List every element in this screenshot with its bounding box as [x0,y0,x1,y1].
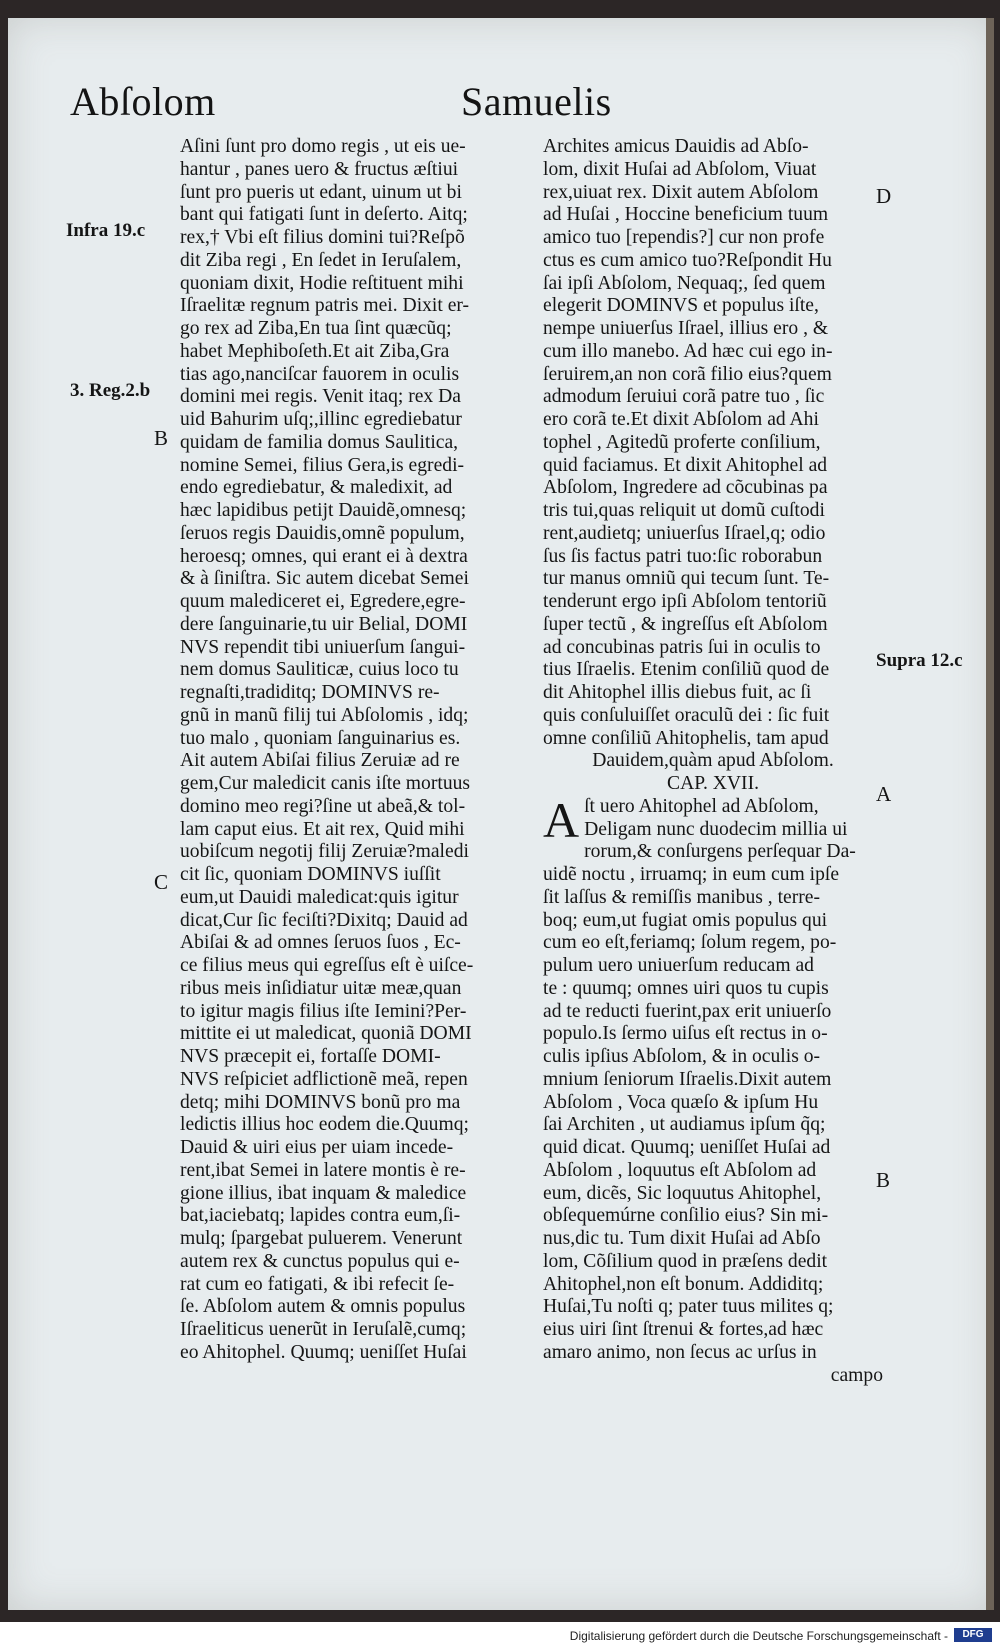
text-line: Aſini ſunt pro domo regis , ut eis ue- [180,136,466,157]
text-line: gem,Cur maledicit canis iſte mortuus [180,773,471,794]
text-line: bat,iaciebatq; lapides contra eum,ſi- [180,1205,461,1227]
text-line: pulum uero uniuerſum reducam ad [543,955,814,976]
text-line: ctus es cum amico tuo?Reſpondit Hu [543,249,832,271]
dfg-logo: DFG [954,1628,992,1642]
text-line: endo egrediebatur, & maledixit, ad [180,477,453,499]
text-line: ad te reducti fuerint,pax erit uniuerſo [543,1000,832,1022]
text-line: NVS reſpiciet adflictionẽ meã, repen [180,1068,468,1090]
section-letter-b: B [154,426,169,450]
drop-cap: A [543,791,580,848]
text-line: quoniam dixit, Hodie reſtituent mihi [180,272,464,294]
text-line: ero corã te.Et dixit Abſolom ad Ahi [543,409,819,430]
text-line: eum,ut Dauidi maledicat:quis igitur [180,886,459,908]
text-line: amico tuo [rependis?] cur non profe [543,227,825,248]
text-line: ad Huſai , Hoccine beneficium tuum [543,204,829,226]
text-line: tuo malo , quoniam ſanguinarius es. [180,727,461,749]
text-line: boq; eum,ut fugiat omis populus qui [543,909,828,931]
text-line: rat cum eo fatigati, & ibi refecit ſe- [180,1273,455,1295]
text-line: autem rex & cunctus populus qui e- [180,1250,460,1272]
text-line: ledictis illius hoc eodem die.Quumq; [180,1114,469,1136]
text-line: rorum,& conſurgens perſequar Da- [584,841,856,863]
text-line: habet Mephiboſeth.Et ait Ziba,Gra [180,340,450,362]
text-line: rex,uiuat rex. Dixit autem Abſolom [543,181,819,203]
marginal-note-supra: Supra 12.c [876,650,963,671]
text-line: ſai Architen , ut audiamus ipſum q̃q; [543,1114,826,1136]
text-line: cum eo eſt,feriamq; ſolum regem, po- [543,932,837,954]
text-line: tenderunt ergo ipſi Abſolom tentoriũ [543,591,827,612]
text-line: Abſolom , loquutus eſt Abſolom ad [543,1159,817,1181]
section-letter-c: C [154,870,169,894]
text-line: NVS præcepit ei, fortaſſe DOMI- [180,1046,441,1067]
text-line: nus,dic tu. Tum dixit Huſai ad Abſo [543,1228,821,1249]
funding-credit: Digitalisierung gefördert durch die Deutsche Forschungsgemeinschaft - [569,1629,948,1643]
text-line: Ahitophel,non eſt bonum. Addiditq; [543,1273,824,1295]
section-letter-a: A [876,782,892,806]
text-line: cit ſic, quoniam DOMINVS iuſſit [180,864,441,885]
section-letter-d: D [876,184,892,208]
page-binding-edge [986,18,994,1610]
text-line: uid Bahurim uſq;,illinc egrediebatur [180,409,462,430]
text-line: mulq; ſpargebat puluerem. Venerunt [180,1228,463,1249]
text-line: ſeruos regis Dauidis,omnẽ populum, [180,522,465,544]
text-line: ſeruirem,an non corã filio eius?quem [543,363,832,385]
text-line: mittite ei ut maledicat, quoniã DOMI [180,1023,472,1045]
text-line: cum illo manebo. Ad hæc cui ego in- [543,340,833,362]
text-line: heroesq; omnes, qui erant ei à dextra [180,545,468,567]
text-line: Abſolom , Voca quæſo & ipſum Hu [543,1091,819,1113]
digitization-footer [0,1622,1000,1649]
text-line: eo Ahitophel. Quumq; ueniſſet Huſai [180,1341,467,1363]
text-line: Iſraeliticus uenerũt in Ieruſalẽ,cumq; [180,1319,467,1340]
text-line: tius Iſraelis. Etenim conſiliũ quod de [543,659,830,681]
text-line: admodum ſeruiui corã patre tuo , ſic [543,386,825,408]
text-line: ſt uero Ahitophel ad Abſolom, [584,795,819,817]
text-line: Dauidem,quàm apud Abſolom. [592,750,834,772]
text-line: Abiſai & ad omnes ſeruos ſuos , Ec- [180,932,461,954]
text-line: omne conſiliũ Ahitophelis, tam apud [543,727,829,749]
text-line: ribus meis inſidiatur uitæ meæ,quan [180,977,462,999]
text-line: lom, dixit Huſai ad Abſolom, Viuat [543,158,817,180]
text-line: bant qui fatigati ſunt in deſerto. Aitq; [180,204,468,226]
running-head-center: Samuelis [461,79,612,124]
text-line: Abſolom, Ingredere ad cõcubinas pa [543,477,828,499]
chapter-heading: CAP. XVII. [667,773,759,794]
text-line: lam caput eius. Et ait rex, Quid mihi [180,818,465,840]
text-line: quidam de familia domus Saulitica, [180,431,459,453]
text-line: Dauid & uiri eius per uiam incede- [180,1137,454,1158]
text-line: to igitur magis filius iſte Iemini?Per- [180,1000,467,1022]
text-line: regnaſti,tradiditq; DOMINVS re- [180,682,440,703]
text-line: rent,audietq; uniuerſus Iſrael,q; odio [543,522,826,544]
marginal-note-infra: Infra 19.c [66,220,146,241]
text-line: hantur , panes uero & fructus æſtiui [180,158,459,180]
text-line: ſus ſis factus patri tuo:ſic roborabun [543,545,823,567]
text-line: ſunt pro pueris ut edant, uinum ut bi [180,181,462,203]
section-letter-b-right: B [876,1168,891,1192]
text-line: ſai ipſi Abſolom, Nequaq;, ſed quem [543,272,826,294]
text-line: nem domus Sauliticæ, cuius loco tu [180,659,459,681]
text-line: domini mei regis. Venit itaq; rex Da [180,386,461,408]
text-line: hæc lapidibus petijt Dauidẽ,omnesq; [180,500,467,521]
text-line: amaro animo, non ſecus ac urſus in [543,1341,817,1363]
catchword: campo [830,1364,883,1386]
text-line: quid dicat. Quumq; ueniſſet Huſai ad [543,1137,831,1158]
text-line: dicat,Cur ſic feciſti?Dixitq; Dauid ad [180,909,468,931]
text-line: ad concubinas patris ſui in oculis to [543,636,821,658]
text-line: Archites amicus Dauidis ad Abſo- [543,136,809,157]
text-line: lom, Cõſilium quod in præſens dedit [543,1250,828,1272]
text-line: gione illius, ibat inquam & maledice [180,1182,467,1204]
text-line: dere ſanguinarie,tu uir Belial, DOMI [180,613,468,635]
text-line: ſuper tectũ , & ingreſſus eſt Abſolom [543,613,828,635]
text-line: detq; mihi DOMINVS bonũ pro ma [180,1091,461,1113]
text-line: Huſai,Tu noſti q; pater tuus milites q; [543,1296,834,1318]
text-line: rex,† Vbi eſt filius domini tui?Reſpõ [180,227,465,248]
text-line: nomine Semei, filius Gera,is egredi- [180,454,465,476]
text-line: & à ſiniſtra. Sic autem dicebat Semei [180,568,469,590]
text-line: tur manus omniũ qui tecum ſunt. Te- [543,568,830,590]
book-page [8,18,994,1610]
right-text-column [543,136,883,1387]
text-line: quis conſuluiſſet oraculũ dei : ſic fuit [543,704,830,726]
text-line: uidẽ noctu , irruamq; in eum cum ipſe [543,864,840,885]
left-text-column [180,136,530,1365]
text-line: mnium ſeniorum Iſraelis.Dixit autem [543,1068,832,1090]
text-line: quum malediceret ei, Egredere,egre- [180,591,466,612]
text-line: rent,ibat Semei in latere montis è re- [180,1159,466,1181]
text-line: Deligam nunc duodecim millia ui [584,818,848,840]
text-line: ſit laſſus & remiſſis manibus , terre- [543,886,820,908]
text-line: dit Ahitophel illis diebus fuit, ac ſi [543,682,812,703]
text-line: Iſraelitæ regnum patris mei. Dixit er- [180,295,470,317]
text-line: te : quumq; omnes uiri quos tu cupis [543,977,829,999]
text-line: go rex ad Ziba,En tua ſint quæcũq; [180,318,452,339]
running-head-left: Abſolom [70,79,216,124]
text-line: culis ipſius Abſolom, & in oculis o- [543,1046,821,1067]
text-line: quid faciamus. Et dixit Ahitophel ad [543,454,828,476]
text-line: eius uiri ſint ſtrenui & fortes,ad hæc [543,1319,824,1340]
text-line: gnũ in manũ filij tui Abſolomis , idq; [180,704,469,726]
text-line: uobiſcum negotij filij Zeruiæ?maledi [180,841,469,863]
text-line: ſe. Abſolom autem & omnis populus [180,1296,466,1318]
text-line: ce filius meus qui egreſſus eſt è uiſce- [180,955,474,976]
text-line: dit Ziba regi , En ſedet in Ieruſalem, [180,249,462,271]
text-line: nempe uniuerſus Iſrael, illius ero , & [543,318,829,339]
text-line: eum, dicẽs, Sic loquutus Ahitophel, [543,1182,822,1204]
text-line: tias ago,nanciſcar fauorem in oculis [180,363,460,385]
text-line: obſequemúrne conſilio eius? Sin mi- [543,1205,829,1227]
text-line: tophel , Agitedũ proferte conſilium, [543,431,821,453]
text-line: populo.Is ſermo uiſus eſt rectus in o- [543,1023,828,1045]
chapter-opening [543,791,883,848]
text-line: elegerit DOMINVS et populus iſte, [543,295,819,317]
text-line: domino meo regi?ſine ut abeã,& tol- [180,795,466,817]
text-line: NVS rependit tibi uniuerſum ſangui- [180,636,466,658]
marginal-note-reg: 3. Reg.2.b [70,380,151,401]
text-line: tris tui,quas reliquit ut domũ cuſtodi [543,500,825,521]
text-line: Ait autem Abiſai filius Zeruiæ ad re [180,750,460,772]
